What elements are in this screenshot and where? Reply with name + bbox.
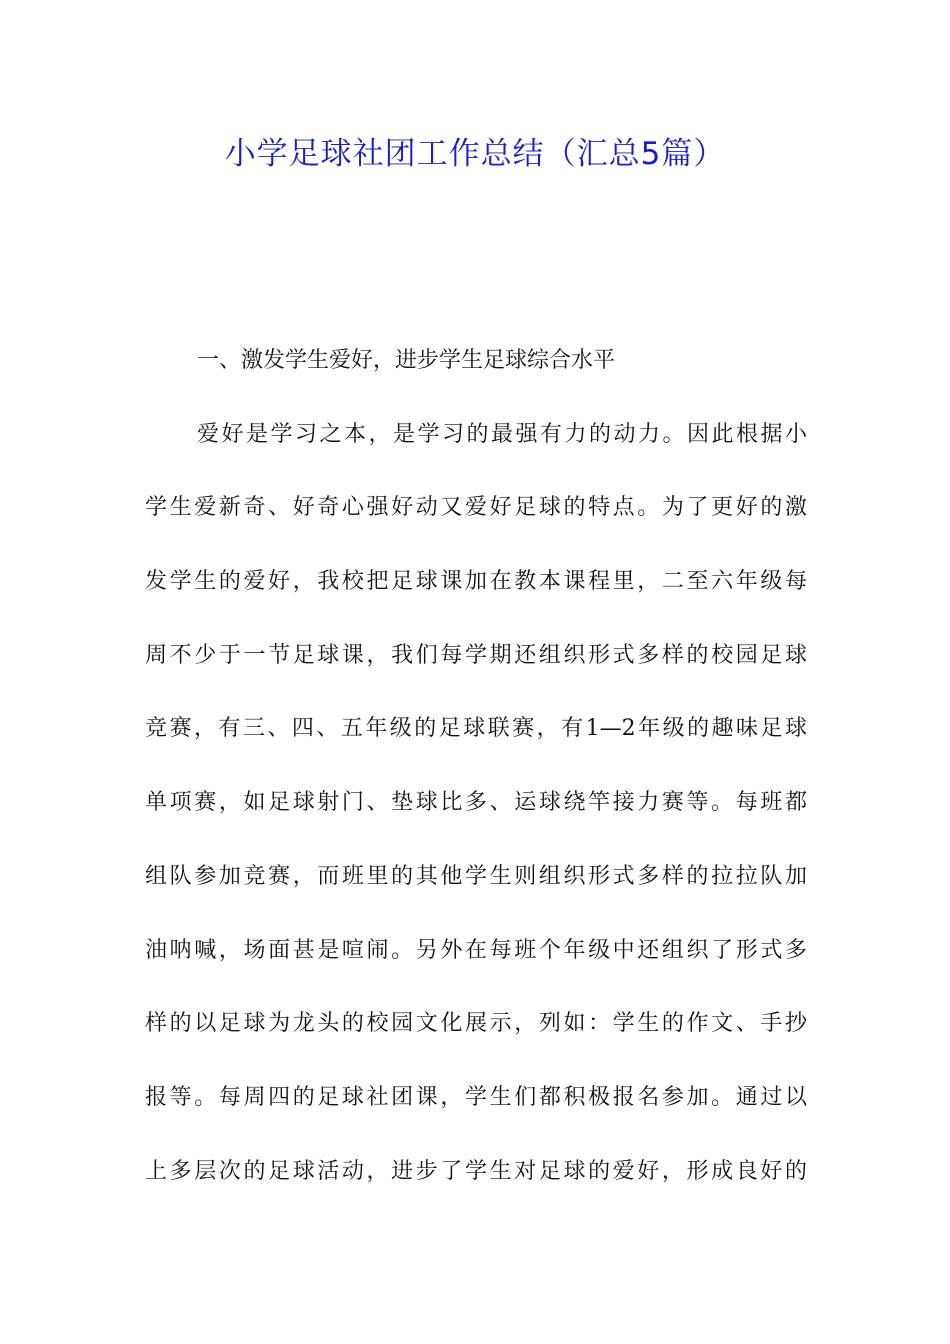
- document-title: 小学足球社团工作总结（汇总5篇）: [224, 136, 726, 172]
- paragraph-line: 上多层次的足球活动，进步了学生对足球的爱好，形成良好的: [145, 1158, 807, 1184]
- paragraph-line: 单项赛，如足球射门、垫球比多、运球绕竿接力赛等。每班都: [145, 790, 807, 816]
- paragraph-line: 油呐喊，场面甚是喧闹。另外在每班个年级中还组织了形式多: [145, 937, 807, 963]
- paragraph-line: 爱好是学习之本，是学习的最强有力的动力。因此根据小: [197, 421, 807, 447]
- paragraph-line: 周不少于一节足球课，我们每学期还组织形式多样的校园足球: [145, 642, 807, 668]
- paragraph-line: 组队参加竞赛，而班里的其他学生则组织形式多样的拉拉队加: [145, 863, 807, 889]
- paragraph-line: 样的以足球为龙头的校园文化展示，列如：学生的作文、手抄: [145, 1011, 807, 1037]
- document-body: [145, 337, 807, 1221]
- paragraph-line: 发学生的爱好，我校把足球课加在教本课程里，二至六年级每: [145, 569, 807, 595]
- section-heading: 一、激发学生爱好，进步学生足球综合水平: [197, 348, 616, 373]
- paragraph-line: 学生爱新奇、好奇心强好动又爱好足球的特点。为了更好的激: [145, 495, 807, 521]
- paragraph-line: 报等。每周四的足球社团课，学生们都积极报名参加。通过以: [145, 1084, 807, 1110]
- paragraph-line: 竞赛，有三、四、五年级的足球联赛，有1—2年级的趣味足球: [145, 716, 807, 742]
